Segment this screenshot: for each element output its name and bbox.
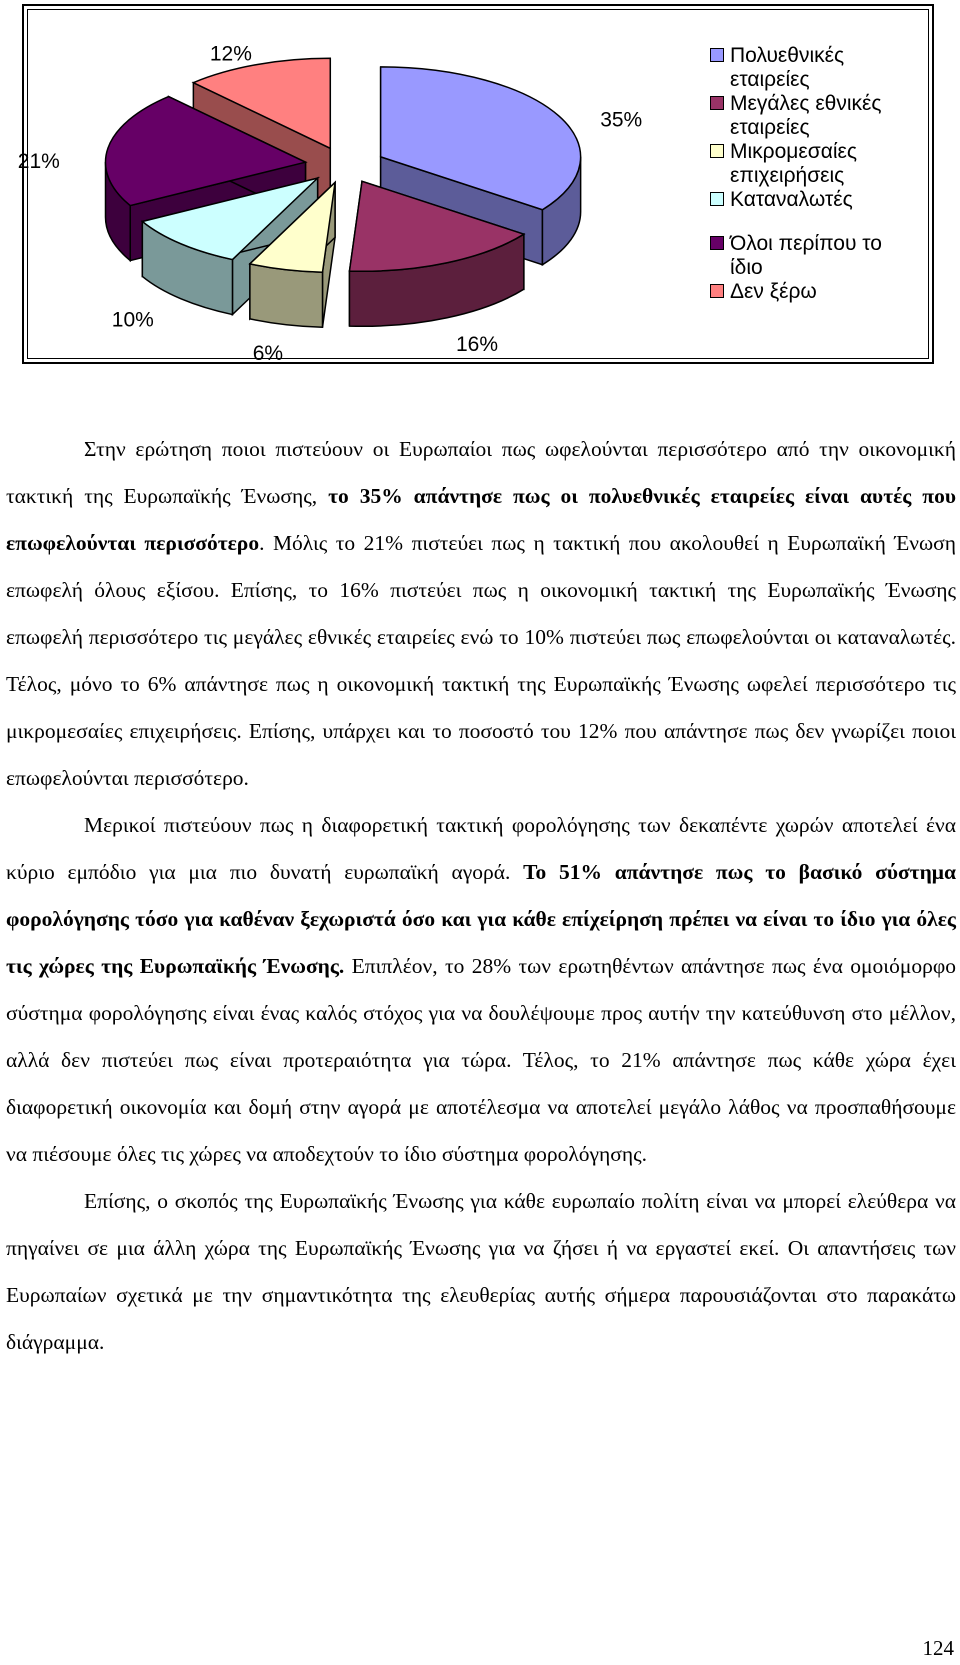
bold-run: Το 51% απάντησε πως το βασικό σύστημα φορολόγησης τόσο για καθέναν ξεχωριστά όσο και για κάθε επίχείρηση πρέπει να είναι το ίδιο για όλες τις χώρες της Ευρωπαϊκής Ένωσης. [6,860,956,978]
data-label: 16% [455,333,499,357]
legend-item-sme [710,140,920,188]
legend-label: Καταναλωτές [730,188,853,211]
legend-item-consumers [710,188,920,212]
legend-label: Μεγάλες εθνικές [730,92,882,115]
legend-label: Πολυεθνικές [730,44,845,67]
data-label: 12% [209,42,252,66]
slice-rim [250,264,323,327]
legend-swatch [710,284,724,298]
legend-item-dont-know [710,280,920,304]
legend-swatch [710,144,724,158]
legend-label: εταιρείες [730,116,810,139]
legend-item-multinationals [710,44,920,92]
data-label: 10% [111,308,154,332]
legend-item-large-national [710,92,920,140]
text-run: Στην ερώτηση ποιοι πιστεύουν οι Ευρωπαίοι πως ωφελούνται περισσότερο από την οικονομική τακτική της Ευρωπαϊκής Ένωσης, [6,437,956,508]
text-run: Μερικοί πιστεύουν πως η διαφορετική τακτική φορολόγησης των δεκαπέντε χωρών αποτελεί ένα κύριο εμπόδιο για μια πιο δυνατή ευρωπαϊκή αγορά. [6,813,956,884]
bold-run: το 35% απάντησε πως οι πολυεθνικές εταιρείες είναι αυτές που επωφελούνται περισσότερο [6,484,956,555]
page-number: 124 [922,1636,954,1660]
legend-swatch [710,48,724,62]
data-label: 6% [252,342,284,366]
legend-swatch [710,192,724,206]
paragraph-2 [6,802,956,1178]
data-label: 21% [17,150,60,174]
text-run: . Μόλις το 21% πιστεύει πως η τακτική που ακολουθεί η Ευρωπαϊκή Ένωση επωφελή όλους εξίσου. Επίσης, το 16% πιστεύει πως η οικονομική τακτική της Ευρωπαϊκής Ένωσης επωφελή περισσότερο τις μεγάλες εθνικές εταιρείες ενώ το 10% πιστεύει πως επωφελούνται οι καταναλωτές. Τέλος, μόνο το 6% απάντησε πως η οικονομική τακτική της Ευρωπαϊκής Ένωσης ωφελεί περισσότερο τις μικρομεσαίες επιχειρήσεις. Επίσης, υπάρχει και το ποσοστό του 12% που απάντησε πως δεν γνωρίζει ποιοι επωφελούνται περισσότερο. [6,531,956,790]
legend-label: επιχειρήσεις [730,164,845,187]
body-text [6,426,956,1366]
paragraph-3: Επίσης, ο σκοπός της Ευρωπαϊκής Ένωσης για κάθε ευρωπαίο πολίτη είναι να μπορεί ελεύθερα να πηγαίνει σε μια άλλη χώρα της Ευρωπαϊκής Ένωσης για να ζήσει ή να εργαστεί εκεί. Οι απαντήσεις των Ευρωπαίων σχετικά με την σημαντικότητα της ελευθερίας αυτής σήμερα παρουσιάζονται στο παρακάτω διάγραμμα. [6,1189,956,1354]
legend-label: Δεν ξέρω [730,280,817,303]
legend-label: Μικρομεσαίες [730,140,857,163]
text-run: Επιπλέον, το 28% των ερωτηθέντων απάντησε πως ένα ομοιόμορφο σύστημα φορολόγησης είναι ένας καλός στόχος για να δουλέψουμε προς αυτήν την κατεύθυνση στο μέλλον, αλλά δεν πιστεύει πως είναι προτεραιότητα για τώρα. Τέλος, το 21% απάντησε πως κάθε χώρα έχει διαφορετική οικονομία και δομή στην αγορά με αποτέλεσμα να αποτελεί μεγάλο λάθος να προσπαθήσουμε να πιέσουμε όλες τις χώρες να αποδεχτούν το ίδιο σύστημα φορολόγησης. [6,954,956,1166]
data-label: 35% [600,108,643,132]
legend-label: ίδιο [730,256,763,279]
legend-label: Όλοι περίπου το [730,232,882,255]
paragraph-1 [6,426,956,802]
legend-swatch [710,236,724,250]
legend-label: εταιρείες [730,68,810,91]
chart-legend [710,44,920,304]
legend-swatch [710,96,724,110]
legend-item-all-equal [710,232,920,280]
